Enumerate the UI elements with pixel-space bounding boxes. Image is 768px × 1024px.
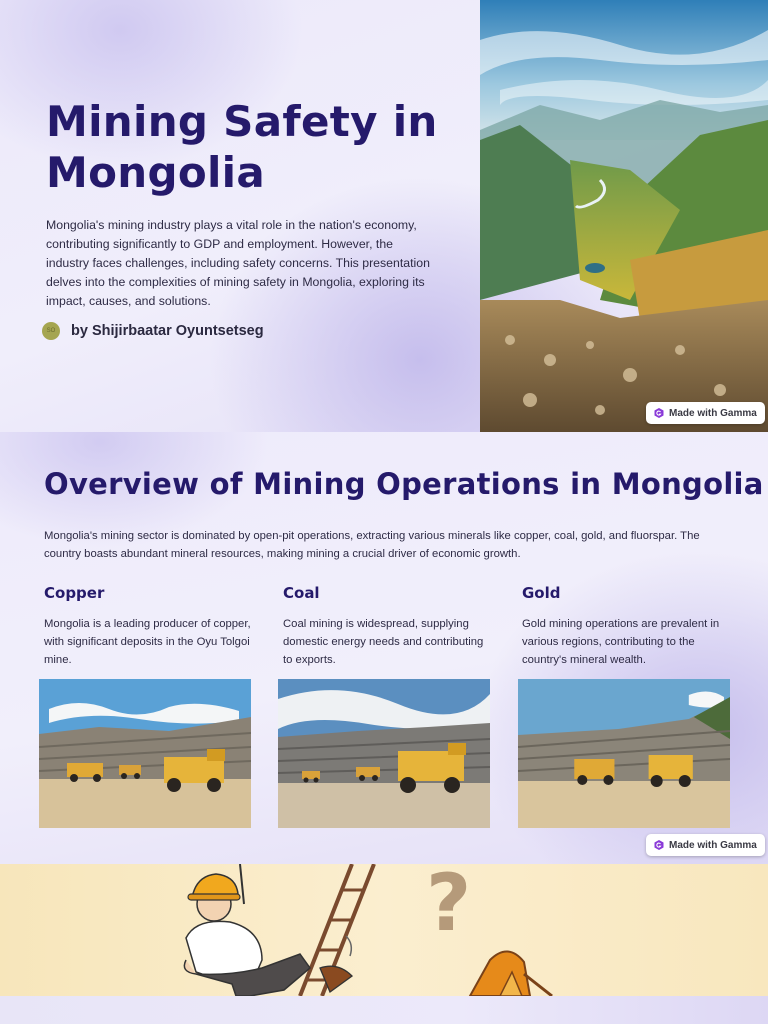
copper-mine-image	[39, 679, 251, 828]
overview-slide	[0, 432, 768, 864]
gamma-logo-icon	[654, 408, 664, 418]
slide-title: Overview of Mining Operations in Mongolia	[44, 467, 764, 501]
author-row	[42, 322, 264, 340]
coal-mine-image	[278, 679, 490, 828]
column-heading: Gold	[522, 584, 561, 602]
badge-label: Made with Gamma	[669, 407, 757, 419]
excavator-icon	[470, 951, 552, 996]
slide-intro-text: Mongolia's mining industry plays a vital role in the nation's economy, contributing significantly to GDP and employment. However, the industry faces challenges, including safety concerns. This presentation delves into the complexities of mining safety in Mongolia, exploring its impact, causes, and solutions.	[46, 218, 430, 308]
made-with-gamma-badge[interactable]	[646, 402, 765, 424]
author-name: by Shijirbaatar Oyuntsetseg	[71, 323, 264, 339]
column-text: Gold mining operations are prevalent in various regions, contributing to the country's mineral wealth.	[522, 618, 720, 666]
next-slide-edge	[0, 996, 768, 1024]
column-coal	[283, 584, 495, 675]
column-text: Mongolia is a leading producer of copper, with significant deposits in the Oyu Tolgoi mine.	[44, 618, 251, 666]
illustration-slide	[0, 864, 768, 996]
column-copper	[44, 584, 256, 675]
title-slide	[0, 0, 768, 432]
question-mark-icon: ?	[426, 864, 472, 949]
column-gold	[522, 584, 734, 675]
miner-ladder-illustration	[0, 864, 768, 996]
made-with-gamma-badge[interactable]	[646, 834, 765, 856]
slide-title: Mining Safety in Mongolia	[46, 97, 438, 197]
mountain-valley-image	[480, 0, 768, 432]
gold-mine-image	[518, 679, 730, 828]
column-text: Coal mining is widespread, supplying domestic energy needs and contributing to exports.	[283, 618, 484, 666]
column-heading: Coal	[283, 584, 320, 602]
badge-label: Made with Gamma	[669, 839, 757, 851]
column-heading: Copper	[44, 584, 105, 602]
author-avatar: SO	[42, 322, 60, 340]
gamma-logo-icon	[654, 840, 664, 850]
slide-intro-text: Mongolia's mining sector is dominated by open-pit operations, extracting various minerals like copper, coal, gold, and fluorspar. The country boasts abundant mineral resources, making mining a crucial driver of economic growth.	[44, 530, 700, 560]
